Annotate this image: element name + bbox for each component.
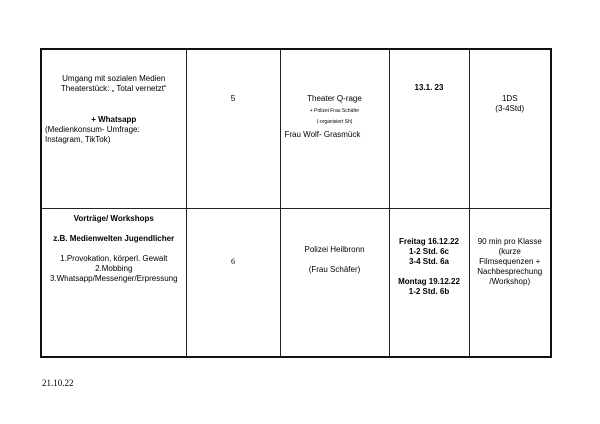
- topic-line: 1.Provokation, körperl. Gewalt: [60, 254, 168, 263]
- provider-line: (Frau Schäfer): [308, 265, 361, 274]
- provider-line: Polizei Heilbronn: [304, 245, 365, 254]
- class-line: (3-4Std): [495, 104, 525, 113]
- class-line: /Workshop): [489, 277, 531, 286]
- topic-line: Vorträge/ Workshops: [73, 214, 154, 223]
- class-cell: [469, 49, 551, 209]
- hours-cell: [186, 209, 280, 358]
- class-line: Filmsequenzen +: [479, 257, 541, 266]
- topic-line: Instagram, TikTok): [45, 135, 111, 144]
- topic-line: z.B. Medienwelten Jugendlicher: [53, 234, 175, 243]
- date-line: Montag 19.12.22: [398, 277, 460, 286]
- date-line: 3-4 Std. 6a: [408, 257, 449, 266]
- provider-line: (-organisiert Sh): [316, 119, 353, 125]
- hours-value: 5: [230, 94, 236, 103]
- topic-cell: [41, 49, 186, 209]
- provider-line: + Polizei Frau Schäfer: [309, 108, 360, 114]
- topic-line: Theaterstück: „ Total vernetzt“: [60, 84, 167, 93]
- topic-line: 2.Mobbing: [95, 264, 133, 273]
- class-line: (kurze: [498, 247, 521, 256]
- date-line: 13.1. 23: [414, 83, 444, 92]
- provider-cell: [280, 49, 389, 209]
- schedule-table: [40, 48, 552, 358]
- topic-line: + Whatsapp: [91, 115, 137, 124]
- class-line: 1DS: [501, 94, 518, 103]
- hours-cell: [186, 49, 280, 209]
- table-row: [41, 209, 551, 358]
- date-cell: [389, 209, 469, 358]
- date-line: 1-2 Std. 6b: [408, 287, 450, 296]
- topic-line: 3.Whatsapp/Messenger/Erpressung: [49, 274, 178, 283]
- date-line: 1-2 Std. 6c: [408, 247, 449, 256]
- table-row: [41, 49, 551, 209]
- topic-line: Umgang mit sozialen Medien: [62, 74, 166, 83]
- topic-line: (Medienkonsum- Umfrage:: [45, 125, 140, 134]
- provider-line: Frau Wolf- Grasmück: [284, 130, 361, 139]
- provider-line: Theater Q-rage: [307, 94, 362, 103]
- date-line: Freitag 16.12.22: [398, 237, 460, 246]
- class-line: Nachbesprechung: [477, 267, 543, 276]
- topic-cell: [41, 209, 186, 358]
- date-cell: [389, 49, 469, 209]
- provider-cell: [280, 209, 389, 358]
- class-line: 90 min pro Klasse: [477, 237, 542, 246]
- document-date: 21.10.22: [42, 378, 74, 388]
- class-cell: [469, 209, 551, 358]
- hours-value: 6: [231, 257, 235, 266]
